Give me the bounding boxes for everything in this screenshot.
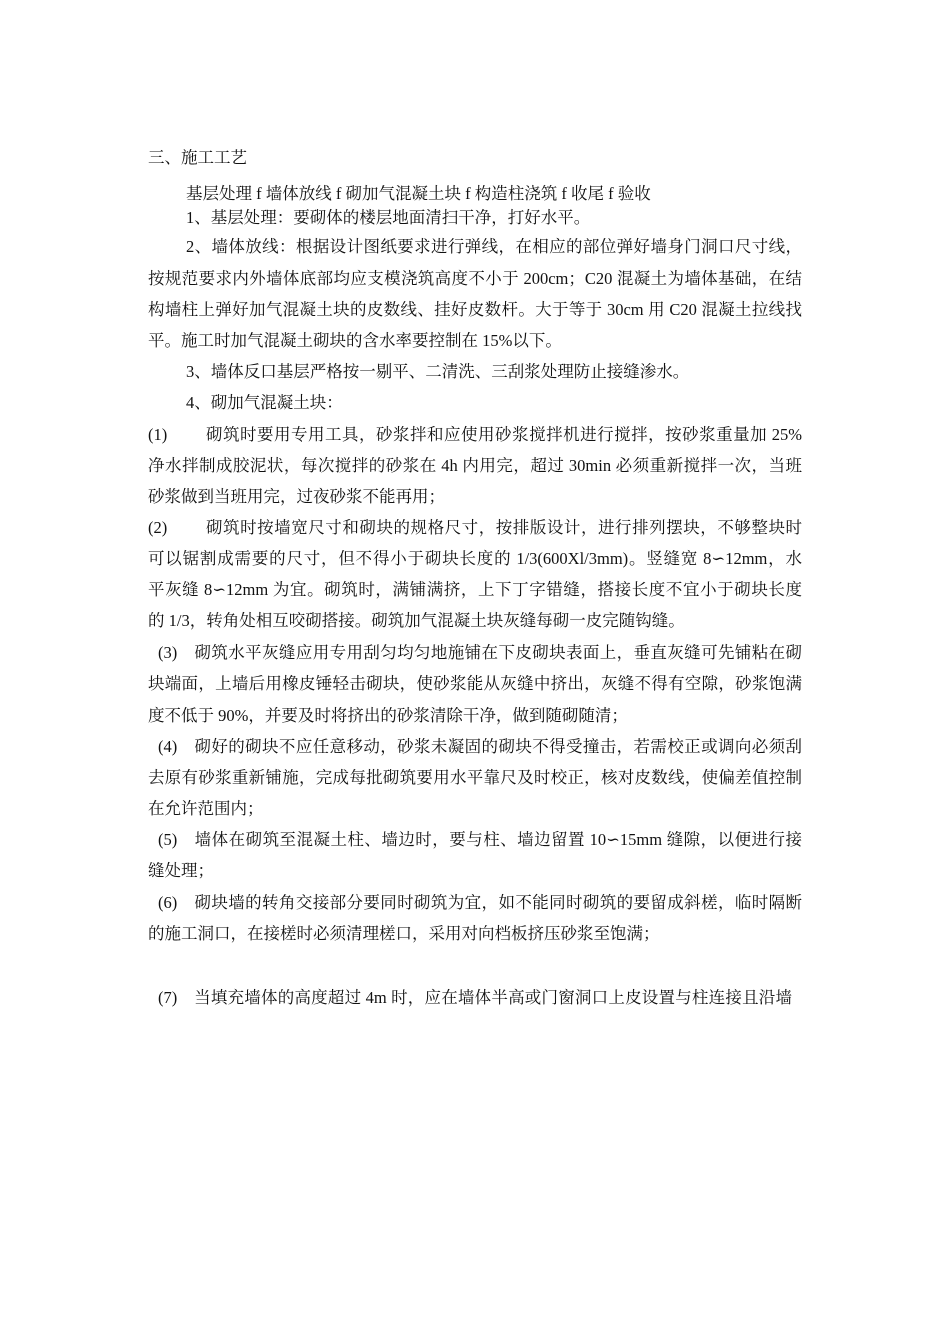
section-heading: 三、施工工艺 (148, 148, 247, 167)
sub-2-line-3: 平灰缝 8∽12mm 为宜。砌筑时，满铺满挤，上下丁字错缝，搭接长度不宜小于砌块长度 (148, 580, 802, 599)
sub-4-line-2: 去原有砂浆重新铺施，完成每批砌筑要用水平靠尺及时校正，核对皮数线，使偏差值控制 (148, 768, 802, 787)
item-4: 4、砌加气混凝土块： (186, 393, 343, 412)
item-2-line-3: 构墙柱上弹好加气混凝土块的皮数线、挂好皮数杆。大于等于 30cm 用 C20 混凝土拉线找 (148, 300, 802, 319)
sub-1-line-3: 砂浆做到当班用完，过夜砂浆不能再用； (148, 487, 445, 506)
process-flow: 基层处理 f 墙体放线 f 砌加气混凝土块 f 构造柱浇筑 f 收尾 f 验收 (186, 184, 651, 203)
sub-4-line-1: (4) 砌好的砌块不应任意移动，砂浆未凝固的砌块不得受撞击，若需校正或调向必须刮 (158, 737, 802, 756)
sub-6-line-1: (6) 砌块墙的转角交接部分要同时砌筑为宜，如不能同时砌筑的要留成斜槎，临时隔断 (158, 893, 802, 912)
sub-1-line-2: 净水拌制成胶泥状，每次搅拌的砂浆在 4h 内用完，超过 30min 必须重新搅拌一次，当班 (148, 456, 802, 475)
sub-2-line-4: 的 1/3，转角处相互咬砌搭接。砌筑加气混凝土块灰缝每砌一皮完随钩缝。 (148, 611, 685, 630)
item-1: 1、基层处理：要砌体的楼层地面清扫干净，打好水平。 (186, 208, 591, 227)
sub-1-label: (1) (148, 425, 168, 444)
item-2-line-4: 平。施工时加气混凝土砌块的含水率要控制在 15%以下。 (148, 331, 562, 350)
sub-1-line-1: 砌筑时要用专用工具，砂浆拌和应使用砂浆搅拌机进行搅拌，按砂浆重量加 25% (206, 425, 802, 444)
item-2-line-2: 按规范要求内外墙体底部均应支模浇筑高度不小于 200cm；C20 混凝土为墙体基础，在结 (148, 269, 802, 288)
sub-5-line-2: 缝处理； (148, 861, 214, 880)
sub-6-line-2: 的施工洞口，在接槎时必须清理槎口，采用对向档板挤压砂浆至饱满； (148, 924, 660, 943)
sub-2-line-2: 可以锯割成需要的尺寸，但不得小于砌块长度的 1/3(600Xl/3mm)。竖缝宽 8∽12mm，水 (148, 549, 802, 568)
item-2-line-1: 2、墙体放线：根据设计图纸要求进行弹线，在相应的部位弹好墙身门洞口尺寸线， (186, 237, 802, 256)
sub-3-line-3: 度不低于 90%，并要及时将挤出的砂浆清除干净，做到随砌随清； (148, 706, 628, 725)
item-3: 3、墙体反口基层严格按一剔平、二清洗、三刮浆处理防止接缝渗水。 (186, 362, 690, 381)
sub-2-line-1: 砌筑时按墙宽尺寸和砌块的规格尺寸，按排版设计，进行排列摆块，不够整块时 (206, 518, 802, 537)
sub-2-label: (2) (148, 518, 168, 537)
sub-4-line-3: 在允许范围内； (148, 799, 264, 818)
sub-7-line-1: (7) 当填充墙体的高度超过 4m 时，应在墙体半高或门窗洞口上皮设置与柱连接且沿墙 (158, 988, 792, 1007)
sub-5-line-1: (5) 墙体在砌筑至混凝土柱、墙边时，要与柱、墙边留置 10∽15mm 缝隙，以便进行接 (158, 830, 802, 849)
sub-3-line-2: 块端面，上墙后用橡皮锤轻击砌块，使砂浆能从灰缝中挤出，灰缝不得有空隙，砂浆饱满 (148, 674, 802, 693)
sub-3-line-1: (3) 砌筑水平灰缝应用专用刮匀均匀地施铺在下皮砌块表面上，垂直灰缝可先铺粘在砌 (158, 643, 802, 662)
